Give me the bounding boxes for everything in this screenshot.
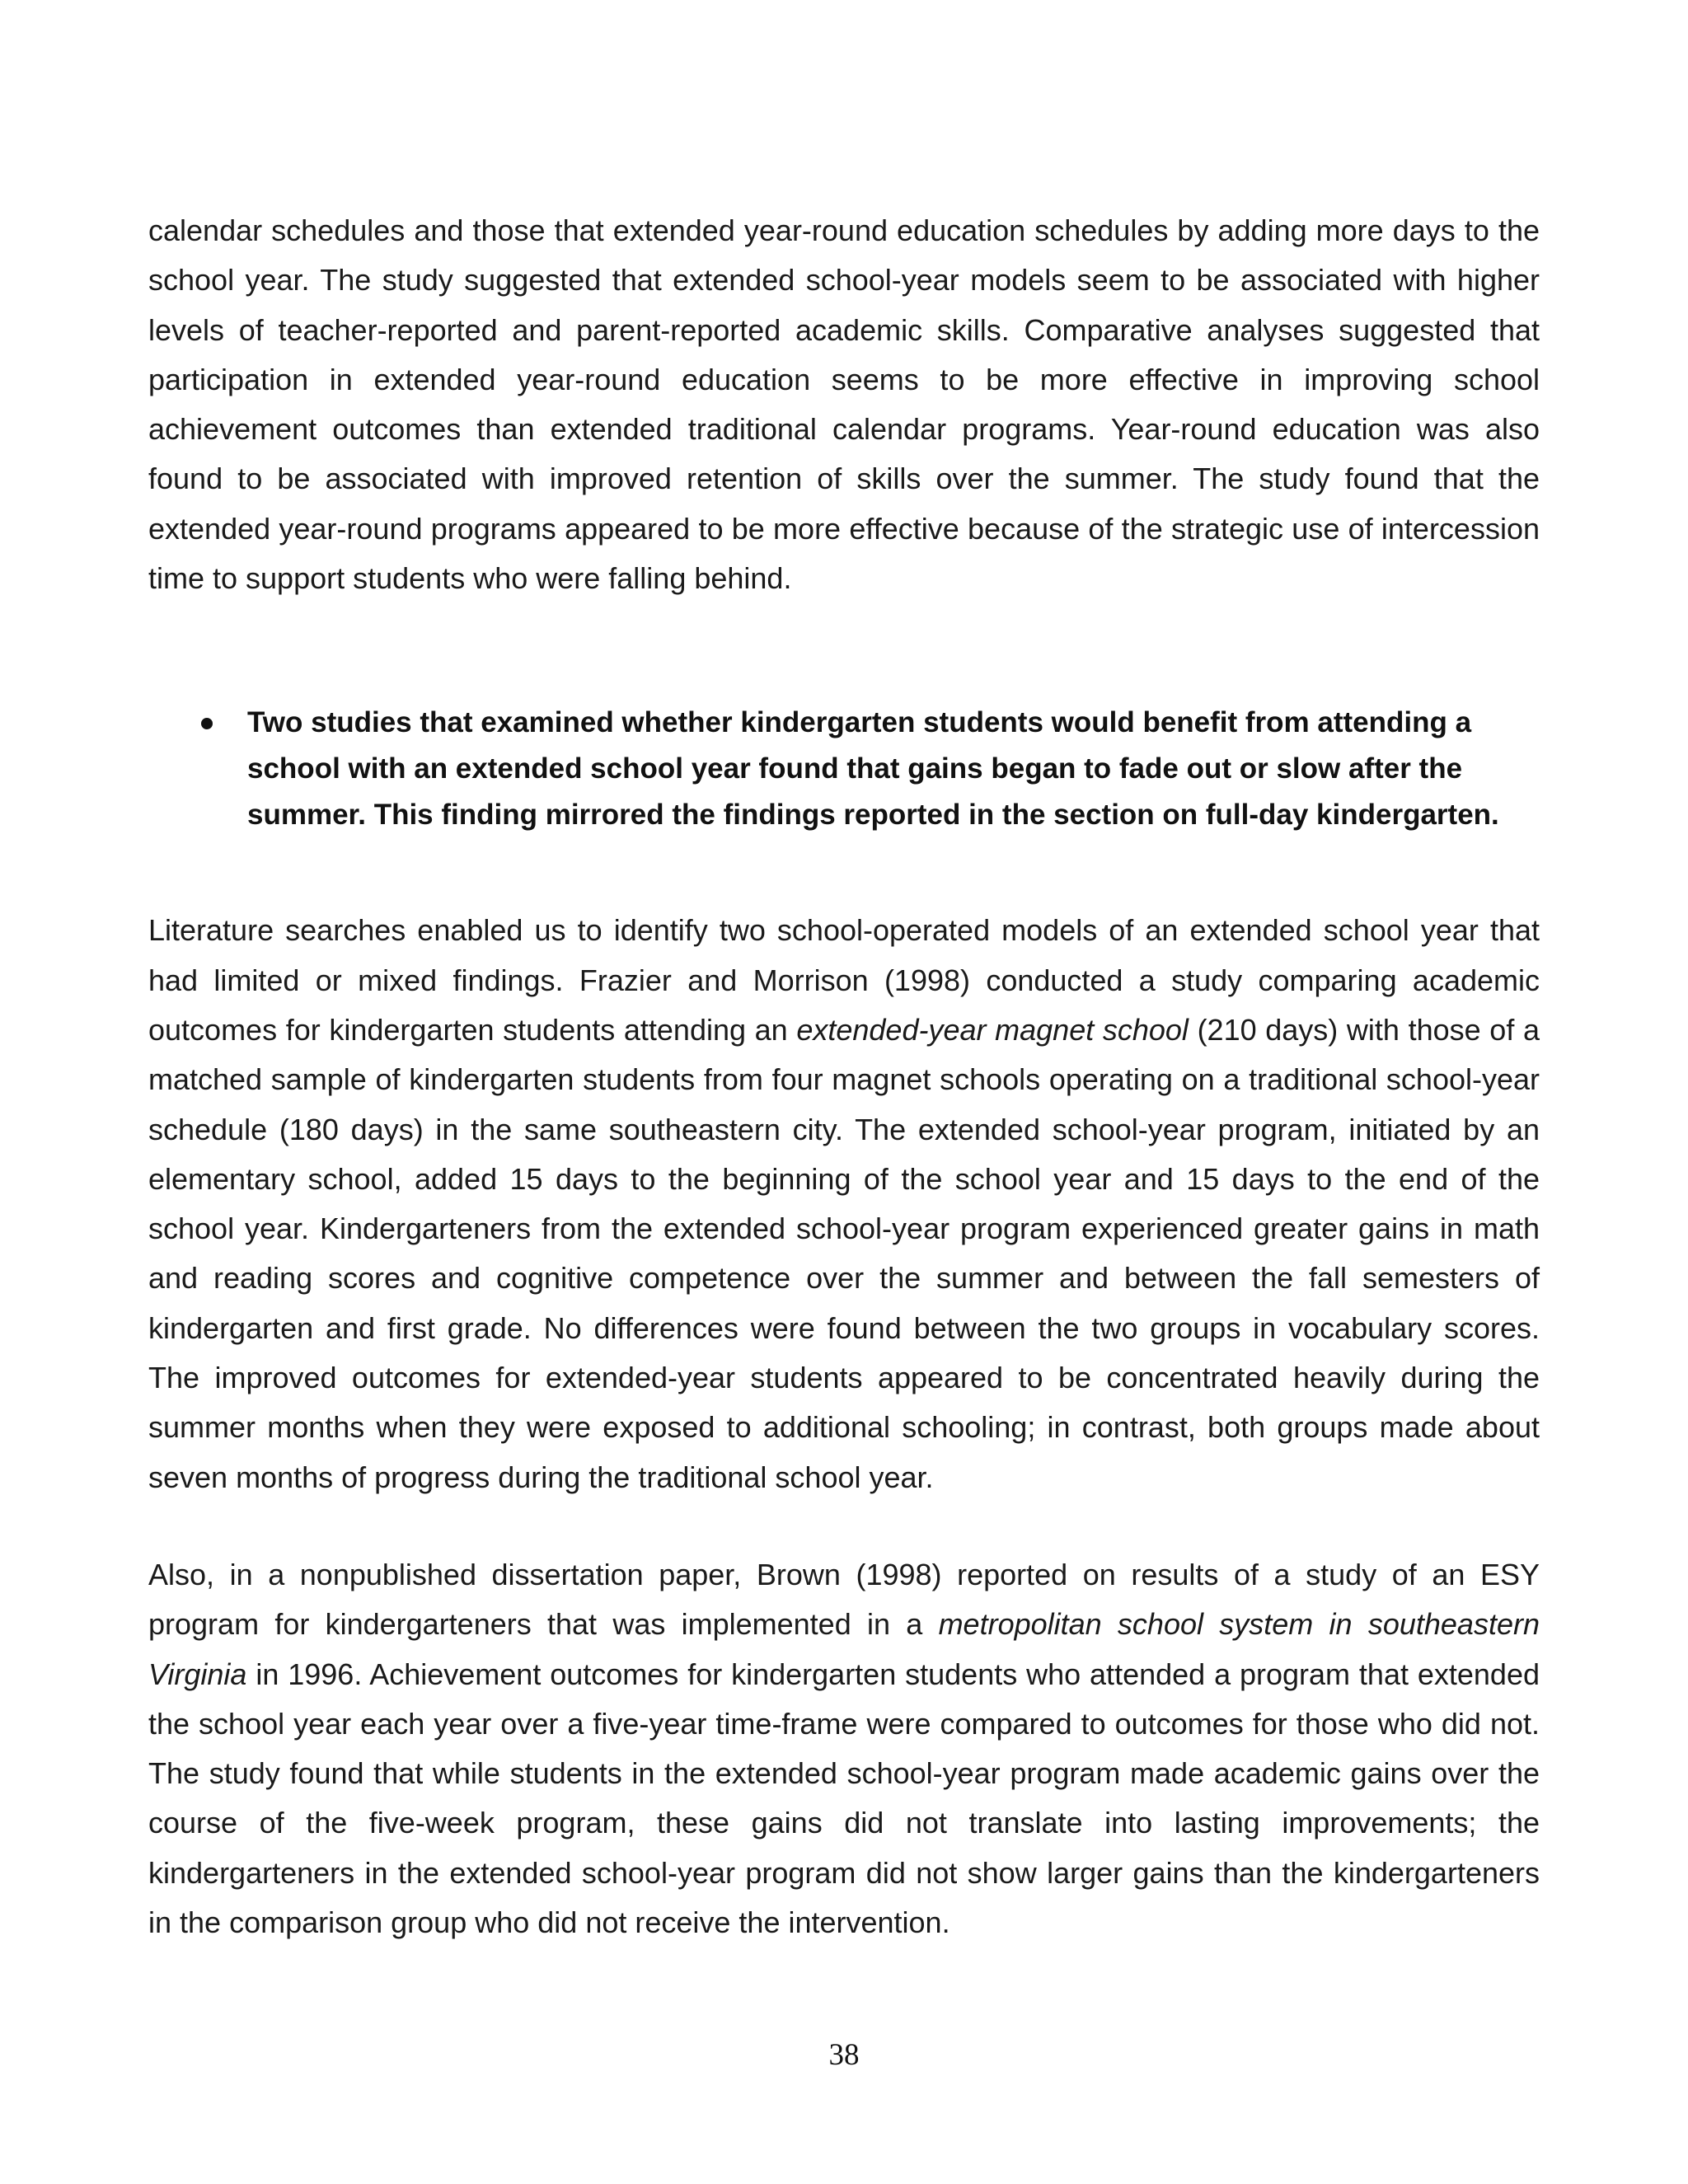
paragraph-3-text-end: in 1996. Achievement outcomes for kindergarten students who attended a program that extended the school year each year over a five-year time-frame were compared to outcomes for those who did not. The study found that while students in the extended school-year program made academic gains over the course of the five-week program, these gains did not translate into lasting improvements; the kindergarteners in the extended school-year program did not show larger gains than the kindergarteners in the comparison group who did not receive the intervention. <box>148 1657 1540 1940</box>
paragraph-2-italic-term: extended-year magnet school <box>796 1012 1189 1047</box>
body-paragraph-2 <box>148 906 1540 1502</box>
document-page <box>148 206 1540 1947</box>
paragraph-3-text-start: Also, in a nonpublished dissertation paper, Brown (1998) reported on results of a study of an ESY program for kindergarteners that was implemented in a <box>148 1557 1540 1642</box>
page-number: 38 <box>828 2038 860 2072</box>
key-finding-bullet <box>148 700 1540 838</box>
bullet-icon <box>201 718 213 729</box>
body-paragraph-3 <box>148 1550 1540 1947</box>
bullet-text: Two studies that examined whether kindergarten students would benefit from attending a school with an extended school year found that gains began to fade out or slow after the summer. This finding mirrored the findings reported in the section on full-day kindergarten. <box>247 706 1499 832</box>
body-paragraph-1: calendar schedules and those that extended year-round education schedules by adding more days to the school year. The study suggested that extended school-year models seem to be associated with higher levels of teacher-reported and parent-reported academic skills. Comparative analyses suggested that participation in extended year-round education seems to be more effective in improving school achievement outcomes than extended traditional calendar programs. Year-round education was also found to be associated with improved retention of skills over the summer. The study found that the extended year-round programs appeared to be more effective because of the strategic use of intercession time to support students who were falling behind. <box>148 213 1540 596</box>
paragraph-2-text-start: Literature searches enabled us to identify two school-operated models of an extended school year that had limited or mixed findings. Frazier and Morrison (1998) conducted a study comparing academic outcomes for kindergarten students attending an <box>148 913 1540 1047</box>
paragraph-2-text-end: (210 days) with those of a matched sample of kindergarten students from four magnet schools operating on a traditional school-year schedule (180 days) in the same southeastern city. The extended school-year program, initiated by an elementary school, added 15 days to the beginning of the school year and 15 days to the end of the school year. Kindergarteners from the extended school-year program experienced greater gains in math and reading scores and cognitive competence over the summer and between the fall semesters of kindergarten and first grade. No differences were found between the two groups in vocabulary scores. The improved outcomes for extended-year students appeared to be concentrated heavily during the summer months when they were exposed to additional schooling; in contrast, both groups made about seven months of progress during the traditional school year. <box>148 1012 1540 1494</box>
paragraph-3-italic-term: metropolitan school system in southeastern Virginia <box>148 1607 1540 1691</box>
